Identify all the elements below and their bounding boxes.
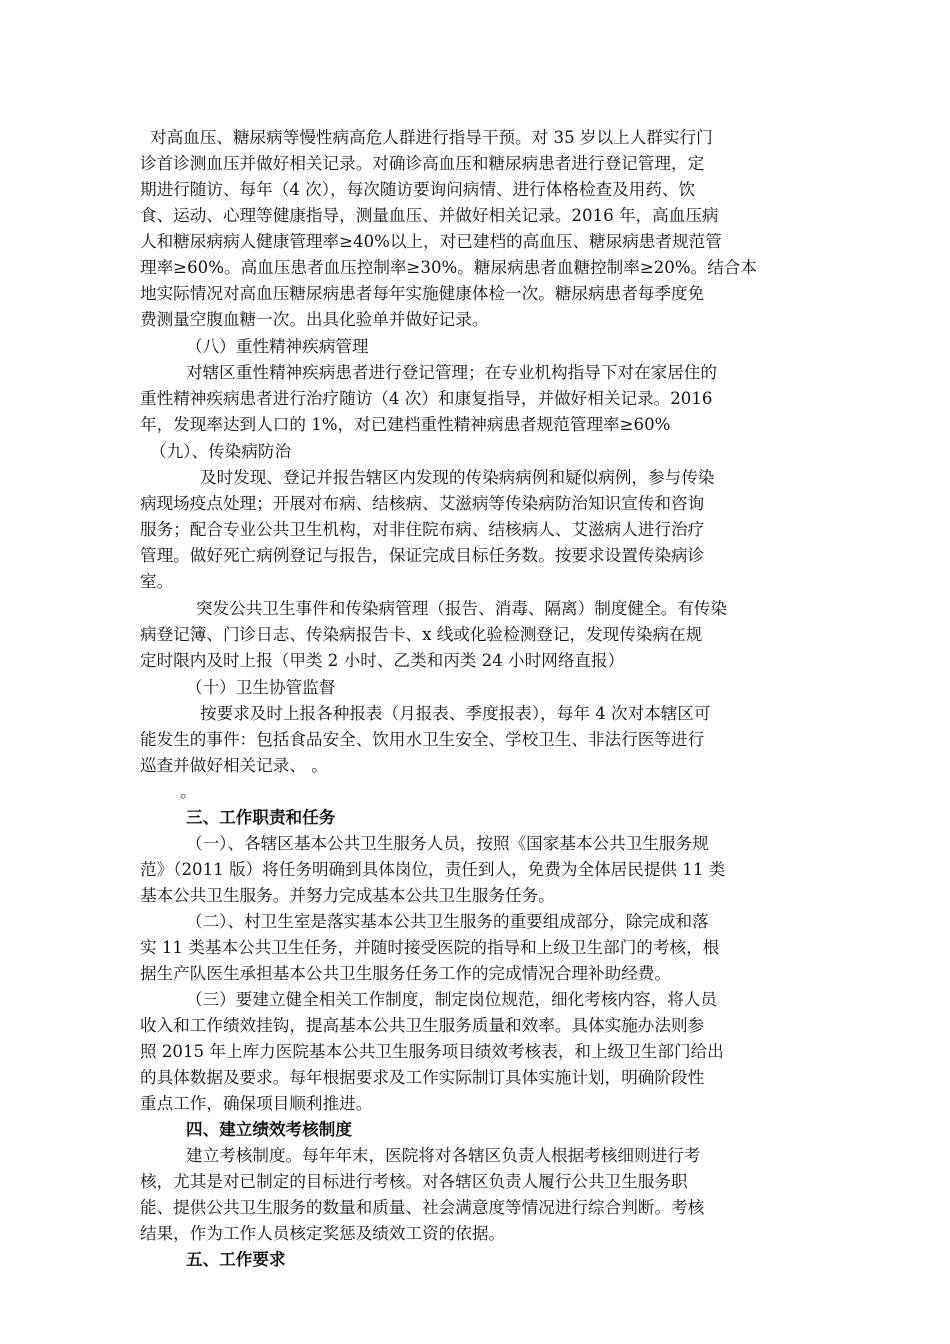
paragraph-line: 收入和工作绩效挂钩，提高基本公共卫生服务质量和效率。具体实施办法则参 bbox=[140, 1016, 705, 1035]
paragraph-line: 基本公共卫生服务。并努力完成基本公共卫生服务任务。 bbox=[140, 886, 555, 905]
section-heading: 四、建立绩效考核制度 bbox=[186, 1120, 352, 1139]
paragraph-line: 期进行随访、每年（4 次），每次随访要询问病情、进行体格检查及用药、饮 bbox=[140, 180, 696, 199]
section-subheading: （十）卫生协管监督 bbox=[186, 678, 336, 697]
paragraph-line: 重性精神疾病患者进行治疗随访（4 次）和康复指导，并做好相关记录。2016 bbox=[140, 389, 713, 408]
section-heading: 五、工作要求 bbox=[186, 1250, 286, 1269]
paragraph-line: 照 2015 年上库力医院基本公共卫生服务项目绩效考核表，和上级卫生部门给出 bbox=[140, 1042, 724, 1061]
paragraph-line: （一）、各辖区基本公共卫生服务人员，按照《国家基本公共卫生服务规 bbox=[186, 834, 709, 853]
paragraph-line: 费测量空腹血糖一次。出具化验单并做好记录。 bbox=[140, 310, 489, 329]
paragraph-line: 结果，作为工作人员核定奖惩及绩效工资的依据。 bbox=[140, 1224, 506, 1243]
paragraph-line: 人和糖尿病病人健康管理率≥40%以上，对已建档的高血压、糖尿病患者规范管 bbox=[140, 232, 722, 251]
paragraph-line: （二）、村卫生室是落实基本公共卫生服务的重要组成部分，除完成和落 bbox=[186, 912, 709, 931]
paragraph-line: 室。 bbox=[140, 572, 174, 591]
paragraph-line: 按要求及时上报各种报表（月报表、季度报表），每年 4 次对本辖区可 bbox=[200, 704, 711, 723]
paragraph-line: 对高血压、糖尿病等慢性病高危人群进行指导干预。对 35 岁以上人群实行门 bbox=[150, 128, 713, 147]
section-subheading: （九）、传染病防治 bbox=[150, 442, 292, 461]
paragraph-line: 能、提供公共卫生服务的数量和质量、社会满意度等情况进行综合判断。考核 bbox=[140, 1198, 705, 1217]
paragraph-line: 范》（2011 版）将任务明确到具体岗位，责任到人，免费为全体居民提供 11 类 bbox=[140, 860, 726, 879]
paragraph-line: 实 11 类基本公共卫生任务，并随时接受医院的指导和上级卫生部门的考核，根 bbox=[140, 938, 720, 957]
paragraph-line: （三）要建立健全相关工作制度，制定岗位规范，细化考核内容，将人员 bbox=[186, 990, 717, 1009]
section-subheading: （八）重性精神疾病管理 bbox=[186, 337, 369, 356]
paragraph-line: 建立考核制度。每年年末，医院将对各辖区负责人根据考核细则进行考 bbox=[186, 1146, 701, 1165]
paragraph-line: 能发生的事件：包括食品安全、饮用水卫生安全、学校卫生、非法行医等进行 bbox=[140, 730, 705, 749]
paragraph-line: 重点工作，确保项目顺利推进。 bbox=[140, 1094, 373, 1113]
paragraph-line: 对辖区重性精神疾病患者进行登记管理；在专业机构指导下对在家居住的 bbox=[186, 363, 717, 382]
paragraph-line: 核，尤其是对已制定的目标进行考核。对各辖区负责人履行公共卫生服务职 bbox=[140, 1172, 688, 1191]
paragraph-line: 服务；配合专业公共卫生机构，对非住院布病、结核病人、艾滋病人进行治疗 bbox=[140, 520, 705, 539]
paragraph-line: 地实际情况对高血压糖尿病患者每年实施健康体检一次。糖尿病患者每季度免 bbox=[140, 284, 705, 303]
section-heading: 三、工作职责和任务 bbox=[186, 808, 336, 827]
paragraph-line: 管理。做好死亡病例登记与报告，保证完成目标任务数。按要求设置传染病诊 bbox=[140, 546, 705, 565]
paragraph-line: 食、运动、心理等健康指导，测量血压、并做好相关记录。2016 年，高血压病 bbox=[140, 206, 719, 225]
paragraph-line: 巡查并做好相关记录、 。 bbox=[140, 756, 328, 775]
paragraph-line: 据生产队医生承担基本公共卫生服务任务工作的完成情况合理补助经费。 bbox=[140, 964, 671, 983]
stray-mark: 。 bbox=[180, 782, 197, 801]
paragraph-line: 病现场疫点处理；开展对布病、结核病、艾滋病等传染病防治知识宣传和咨询 bbox=[140, 494, 705, 513]
paragraph-line: 病登记簿、门诊日志、传染病报告卡、x 线或化验检测登记，发现传染病在规 bbox=[140, 625, 703, 644]
paragraph-line: 诊首诊测血压并做好相关记录。对确诊高血压和糖尿病患者进行登记管理，定 bbox=[140, 154, 705, 173]
paragraph-line: 定时限内及时上报（甲类 2 小时、乙类和丙类 24 小时网络直报） bbox=[140, 651, 625, 670]
paragraph-line: 年，发现率达到人口的 1%，对已建档重性精神病患者规范管理率≥60% bbox=[140, 415, 671, 434]
paragraph-line: 理率≥60%。高血压患者血压控制率≥30%。糖尿病患者血糖控制率≥20%。结合本 bbox=[140, 258, 757, 277]
paragraph-line: 的具体数据及要求。每年根据要求及工作实际制订具体实施计划，明确阶段性 bbox=[140, 1068, 705, 1087]
paragraph-line: 及时发现、登记并报告辖区内发现的传染病病例和疑似病例，参与传染 bbox=[200, 468, 715, 487]
paragraph-line: 突发公共卫生事件和传染病管理（报告、消毒、隔离）制度健全。有传染 bbox=[196, 599, 727, 618]
